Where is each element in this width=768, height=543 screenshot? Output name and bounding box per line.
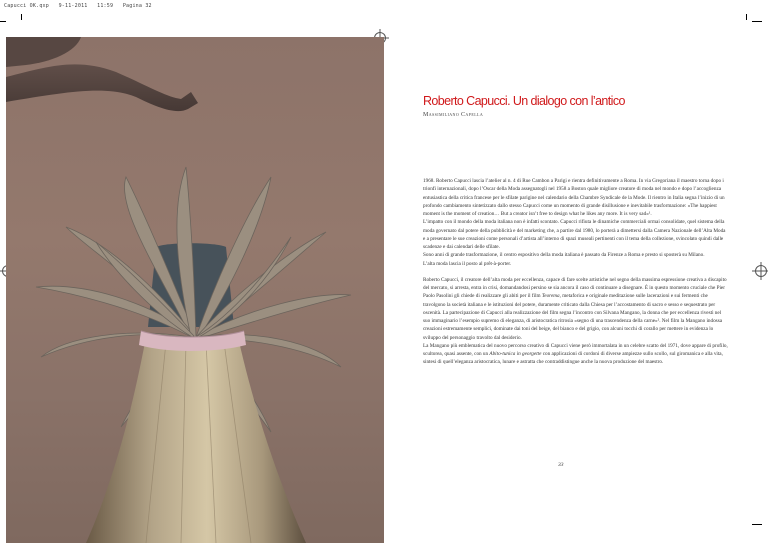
garment-title: Abito-tunica in georgette (489, 351, 542, 357)
paragraph-2: L’impatto con il mondo della moda italiana non è infatti scontato. Capucci rifiuta le dinamiche commerciali ormai consolidate, quel sistema della moda governato dal potere della pubblicità e del marketing che, a partire dal 1980, lo porterà a dimettersi dalla Camera Nazionale dell’Alta Moda e a presentare le sue creazioni come personali d’artista all’interno di spazi museali pertinenti con il tema della collezione, svincolato quindi dalle scadenze e dai calendari delle sfilate. (423, 219, 726, 250)
paragraph (423, 177, 728, 268)
slug-date: 9-11-2011 (58, 3, 88, 9)
slug-page: Pagina 32 (122, 3, 152, 9)
article-title: Roberto Capucci. Un dialogo con l’antico (423, 94, 625, 108)
article-body (423, 177, 728, 375)
slug-file: Capucci OK.qxp (4, 3, 49, 9)
paragraph-1: 1968. Roberto Capucci lascia l’atelier al n. 4 di Rue Cambon a Parigi e rientra definitivamente a Roma. In via Gregoriana il maestro torna dopo i trionfi internazionali, dopo l’Oscar della Moda assegnatogli nel 1958 a Boston quale migliore creatore di moda nel mondo e dopo l’accoglienza entusiastica della critica francese per le sfilate parigine nel calendario della Chambre Syndicale de la Mode. Il rientro in Italia segna l’inizio di un profondo cambiamento sintetizzato dallo stesso Capucci come un momento di grande disillusione e inevitabile trasformazione: «The happiest moment is the moment of creation… But a creator isn’t free to design what he likes any more. It is very sad»¹. (423, 178, 725, 217)
article-author: Massimiliano Capella (423, 112, 484, 118)
crop-mark (21, 14, 22, 20)
slug-time: 11:59 (97, 3, 114, 9)
gown-illustration (6, 37, 384, 543)
page-number: 33 (558, 462, 564, 468)
registration-mark-icon (755, 265, 767, 277)
crop-mark (752, 21, 762, 22)
crop-mark (746, 14, 747, 20)
film-title: Teorema (541, 293, 560, 300)
print-slug (4, 3, 152, 9)
paragraph-4: L’alta moda lascia il posto al prêt-à-porter. (423, 260, 512, 267)
crop-mark (0, 21, 6, 22)
gown-photo (6, 37, 384, 543)
paragraph-5a: Roberto Capucci, il creatore dell’alta moda per eccellenza, capace di fare scelte artistiche nel segno della massima espressione creativa a discapito del mercato, si arresta, entra in crisi, domandandosi persino se sia ancora il caso di continuare a disegnare. È in questo momento cruciale che Pier Paolo Pasolini gli chiede di realizzare gli abiti per il film (423, 276, 727, 300)
paragraph-5b: , metaforica e originale meditazione sulle lacerazioni e sui fermenti che travolgono la società italiana e le istituzioni del potere, duramente criticato dalla Chiesa per l’accostamento di sacro e sesso e sequestrato per oscenità. La partecipazione di Capucci alla realizzazione del film segna l’incontro con Silvana Mangano, la donna che per eccellenza rivestì nel suo immaginario l’esempio supremo di eleganza, di aristocratica ritrosia «segno di una trascendenza della carne»². Nel film la Mangano indossa creazioni estremamente semplici, dominate dai toni del beige, del bianco e del grigio, con alcuni tocchi di corallo per mettere in evidenza lo sviluppo del personaggio travolto dal desiderio. (423, 293, 723, 341)
paragraph-3: Sono anni di grande trasformazione, il centro espositivo della moda italiana è passato da Firenze a Roma e presto si sposterà su Milano. (423, 252, 705, 259)
paragraph-6a: La Mangano più emblematica del nuovo percorso creativo di Capucci viene però immortalata in un celebre scatto del 1971, dove appare di profilo, scultorea, quasi assente, con un (423, 342, 728, 357)
paragraph (423, 276, 728, 367)
paragraph-6b: con applicazioni di cordoni di diverse ampiezze sullo scollo, sul giromanica e alla vita, sintesi di quell’eleganza aristocratica, lunare e astratta che contraddistingue anche la nuova produzione del maestro. (423, 351, 723, 366)
crop-mark (752, 524, 762, 525)
